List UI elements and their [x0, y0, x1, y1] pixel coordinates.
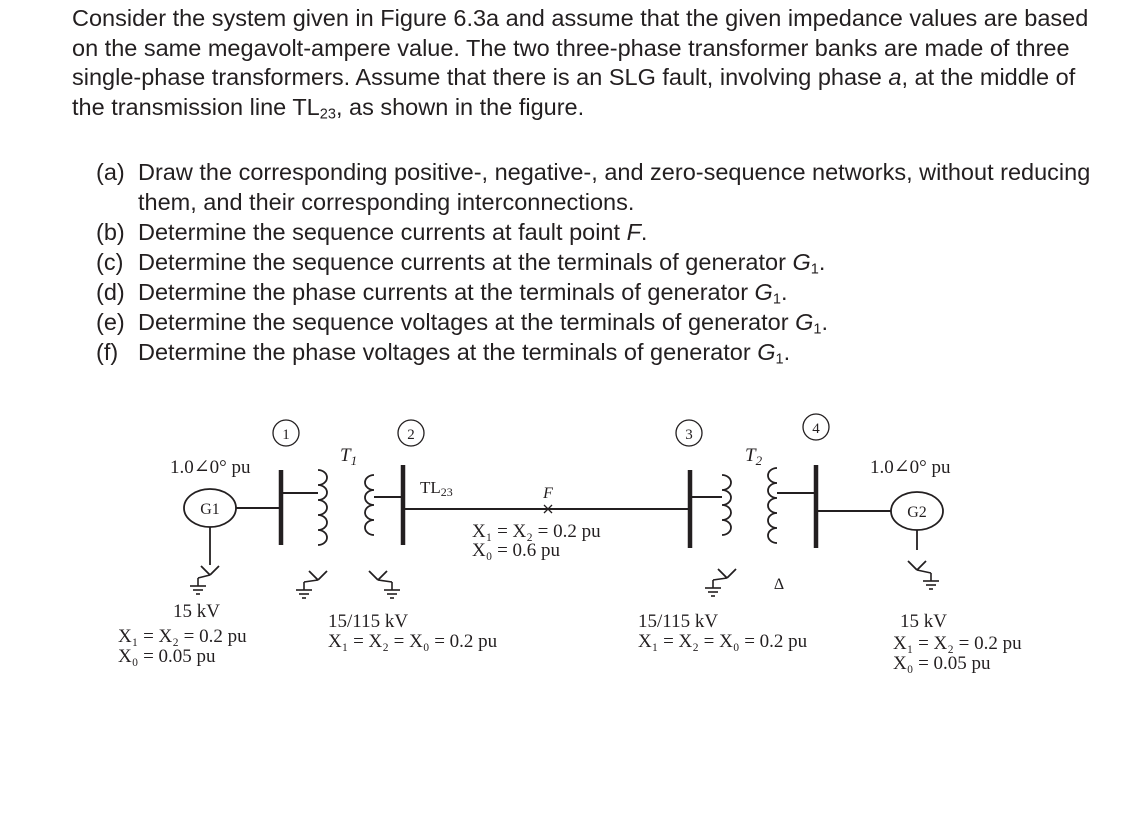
intro-text-3: , as shown in the figure. [335, 93, 585, 120]
t2-secondary-winding [768, 468, 777, 543]
g2-wye-symbol [908, 561, 939, 589]
part-text: Determine the sequence currents at the terminals of generator [138, 249, 793, 275]
source-left-voltage: 1.0∠0° pu [170, 457, 251, 478]
generator-g1 [184, 489, 281, 594]
source-right-voltage: 1.0∠0° pu [870, 457, 951, 478]
t1-primary-winding [318, 470, 327, 545]
part-tail: . [783, 339, 791, 365]
intro-text-2: , at the middle of the transmission line TL [72, 64, 1076, 120]
t2-primary-wye-symbol [705, 569, 736, 596]
part-subscript: 1 [775, 351, 784, 368]
t1-label: $T_1$ [340, 445, 358, 468]
part-subscript: 1 [772, 291, 781, 308]
part-symbol: G [792, 249, 811, 275]
part-label: (f) [96, 339, 119, 365]
part-symbol: G [754, 279, 773, 305]
line-x0: X₀ = 0.6 pu [472, 540, 561, 561]
intro-subscript: 23 [319, 106, 336, 123]
part-label: (a) [96, 159, 125, 185]
t2-primary-winding [722, 475, 731, 535]
intro-text: Consider the system given in Figure 6.3a and assume that the given impedance values are based on the same megavolt-ampere value. The two three-phase transformer banks are made of three single-phase transformers. Assume that there is an SLG fault, involving phase [72, 5, 1089, 90]
line-label: TL23 [420, 478, 453, 499]
t1-rating: 15/115 kV [328, 611, 409, 632]
part-tail: . [818, 249, 826, 275]
t2-reactance: X₁ = X₂ = X₀ = 0.2 pu [638, 631, 808, 652]
bus-number-1: 1 [282, 427, 290, 443]
part-label: (c) [96, 249, 124, 275]
part-text: Determine the sequence currents at fault point [138, 219, 627, 245]
part-text: Determine the sequence voltages at the terminals of generator [138, 309, 796, 335]
part-subscript: 1 [813, 321, 822, 338]
part-text: Determine the phase voltages at the terminals of generator [138, 339, 758, 365]
t2-label: $T_2$ [745, 445, 763, 468]
t1-primary-wye-symbol [296, 571, 327, 598]
part-symbol: F [626, 219, 641, 245]
g1-x1-x2: X₁ = X₂ = 0.2 pu [118, 626, 247, 647]
fault-label: F [543, 485, 553, 502]
part-tail: . [640, 219, 648, 245]
line-x1-x2: X₁ = X₂ = 0.2 pu [472, 521, 601, 542]
bus-number-4: 4 [812, 421, 820, 437]
t1-secondary-winding [365, 475, 374, 535]
intro-phase: a [888, 64, 902, 90]
g1-x0: X₀ = 0.05 pu [118, 646, 216, 667]
part-text: Determine the phase currents at the terminals of generator [138, 279, 755, 305]
bus-number-3: 3 [685, 427, 693, 443]
generator-g2 [816, 492, 943, 589]
generator-g1-label: G1 [200, 501, 220, 518]
part-label: (e) [96, 309, 125, 335]
t2-rating: 15/115 kV [638, 611, 719, 632]
t1-reactance: X₁ = X₂ = X₀ = 0.2 pu [328, 631, 498, 652]
g2-rating: 15 kV [900, 611, 947, 632]
part-tail: . [821, 309, 828, 335]
g2-x1-x2: X₁ = X₂ = 0.2 pu [893, 633, 1022, 654]
g2-x0: X₀ = 0.05 pu [893, 653, 991, 674]
t2-delta-symbol: Δ [773, 576, 785, 593]
bus-number-2: 2 [407, 427, 415, 443]
part-subscript: 1 [810, 261, 819, 278]
part-label: (d) [96, 279, 125, 305]
part-symbol: G [795, 309, 814, 335]
t1-secondary-wye-symbol [369, 571, 400, 598]
part-text: Draw the corresponding positive-, negative-, and zero-sequence networks, without reducing them, and their corresponding interconnections. [138, 159, 1091, 215]
generator-g2-label: G2 [907, 504, 927, 521]
part-symbol: G [757, 339, 776, 365]
g1-rating: 15 kV [173, 601, 220, 622]
part-tail: . [780, 279, 788, 305]
g1-wye-symbol [190, 566, 219, 594]
part-label: (b) [96, 219, 125, 245]
